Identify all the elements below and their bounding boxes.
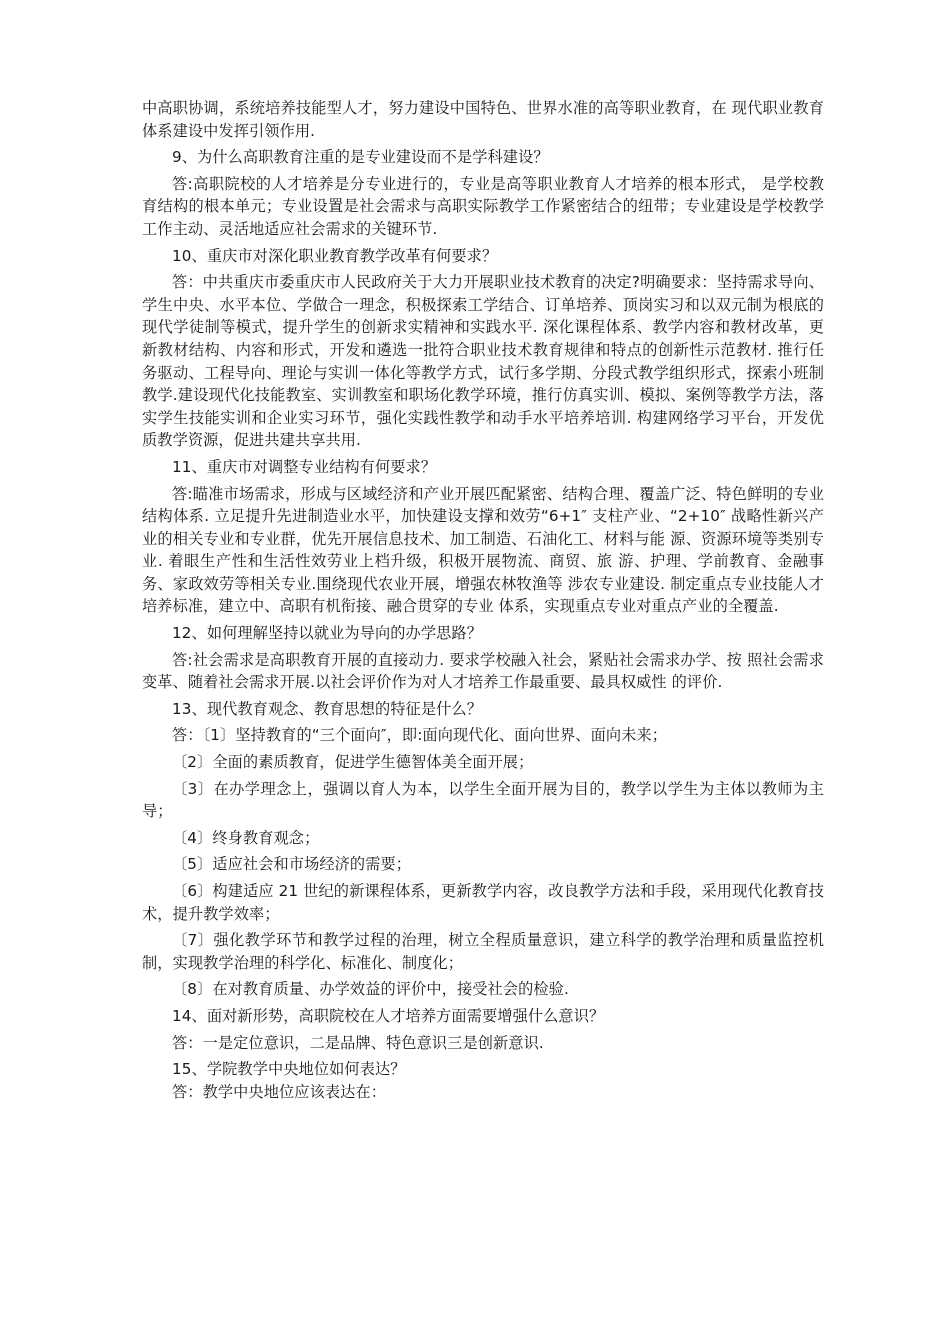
answer-13-item-8: 〔8〕在对教育质量、办学效益的评价中，接受社会的检验. <box>172 980 569 999</box>
answer-11: 答:瞄准市场需求，形成与区域经济和产业开展匹配紧密、结构合理、覆盖广泛、特色鲜明的专业结构体系. 立足提升先进制造业水平，加快建设支撑和效劳“6+1″ 支柱产业、“2+10″ 战略性新兴产业的相关专业和专业群，优先开展信息技术、加工制造、石油化工、材料与能 源、资源环境等类别专业. 着眼生产性和生活性效劳业上档升级，积极开展物流、商贸、旅 游、护理、学前教育、金融事务、家政效劳等相关专业.围绕现代农业开展，增强农林牧渔等 涉农专业建设. 制定重点专业技能人才培养标准，建立中、高职有机衔接、融合贯穿的专业 体系，实现重点专业对重点产业的全覆盖. <box>142 484 824 616</box>
question-13: 13、现代教育观念、教育思想的特征是什么？ <box>172 699 482 718</box>
answer-13-item-3: 〔3〕在办学理念上，强调以育人为本，以学生全面开展为目的，教学以学生为主体以教师为主导； <box>142 779 824 821</box>
answer-13-item-1: 答：〔1〕坚持教育的“三个面向″，即:面向现代化、面向世界、面向未来； <box>172 726 668 745</box>
paragraph-intro: 中高职协调，系统培养技能型人才，努力建设中国特色、世界水准的高等职业教育，在 现代职业教育体系建设中发挥引领作用. <box>142 99 824 140</box>
answer-12: 答:社会需求是高职教育开展的直接动力. 要求学校融入社会，紧贴社会需求办学、按 照社会需求变革、随着社会需求开展.以社会评价作为对人才培养工作最重要、最具权威性 的评价. <box>142 650 824 692</box>
question-12: 12、如何理解坚持以就业为导向的办学思路？ <box>172 624 482 643</box>
answer-13-item-5: 〔5〕适应社会和市场经济的需要； <box>172 855 412 874</box>
question-9: 9、为什么高职教育注重的是专业建设而不是学科建设？ <box>172 148 549 167</box>
answer-14: 答：一是定位意识，二是品牌、特色意识三是创新意识. <box>172 1033 544 1052</box>
question-15: 15、学院教学中央地位如何表达？ <box>172 1060 406 1079</box>
answer-13-item-7: 〔7〕强化教学环节和教学过程的治理，树立全程质量意识，建立科学的教学治理和质量监控机制，实现教学治理的科学化、标准化、制度化； <box>142 931 824 972</box>
answer-15: 答：教学中央地位应该表达在： <box>172 1082 387 1101</box>
answer-13-item-4: 〔4〕终身教育观念； <box>172 828 320 847</box>
answer-9: 答:高职院校的人才培养是分专业进行的，专业是高等职业教育人才培养的根本形式， 是学校教育结构的根本单元；专业设置是社会需求与高职实际教学工作紧密结合的纽带；专业建设是学校教学工作主动、灵活地适应社会需求的关键环节. <box>142 174 824 238</box>
answer-10: 答：中共重庆市委重庆市人民政府关于大力开展职业技术教育的决定?明确要求：坚持需求导向、学生中央、水平本位、学做合一理念，积极探索工学结合、订单培养、顶岗实习和以双元制为根底的现代学徒制等模式，提升学生的创新求实精神和实践水平. 深化课程体系、教学内容和教材改革，更新教材结构、内容和形式，开发和遴选一批符合职业技术教育规律和特点的创新性示范教材. 推行任务驱动、工程导向、理论与实训一体化等教学方式，试行多学期、分段式教学组织形式，探索小班制教学.建设现代化技能教室、实训教室和职场化教学环境，推行仿真实训、模拟、案例等教学方法，落实学生技能实训和企业实习环节，强化实践性教学和动手水平培养培训. 构建网络学习平台，开发优质教学资源，促进共建共享共用. <box>142 273 824 450</box>
question-10: 10、重庆市对深化职业教育教学改革有何要求？ <box>172 246 498 265</box>
question-14: 14、面对新形势，高职院校在人才培养方面需要增强什么意识？ <box>172 1006 605 1025</box>
answer-13-item-6: 〔6〕构建适应 21 世纪的新课程体系，更新教学内容，改良教学方法和手段，采用现代化教育技术，提升教学效率； <box>142 882 824 923</box>
document-body <box>142 97 824 1103</box>
answer-13-item-2: 〔2〕全面的素质教育，促进学生德智体美全面开展； <box>172 753 534 772</box>
question-11: 11、重庆市对调整专业结构有何要求？ <box>172 457 437 476</box>
